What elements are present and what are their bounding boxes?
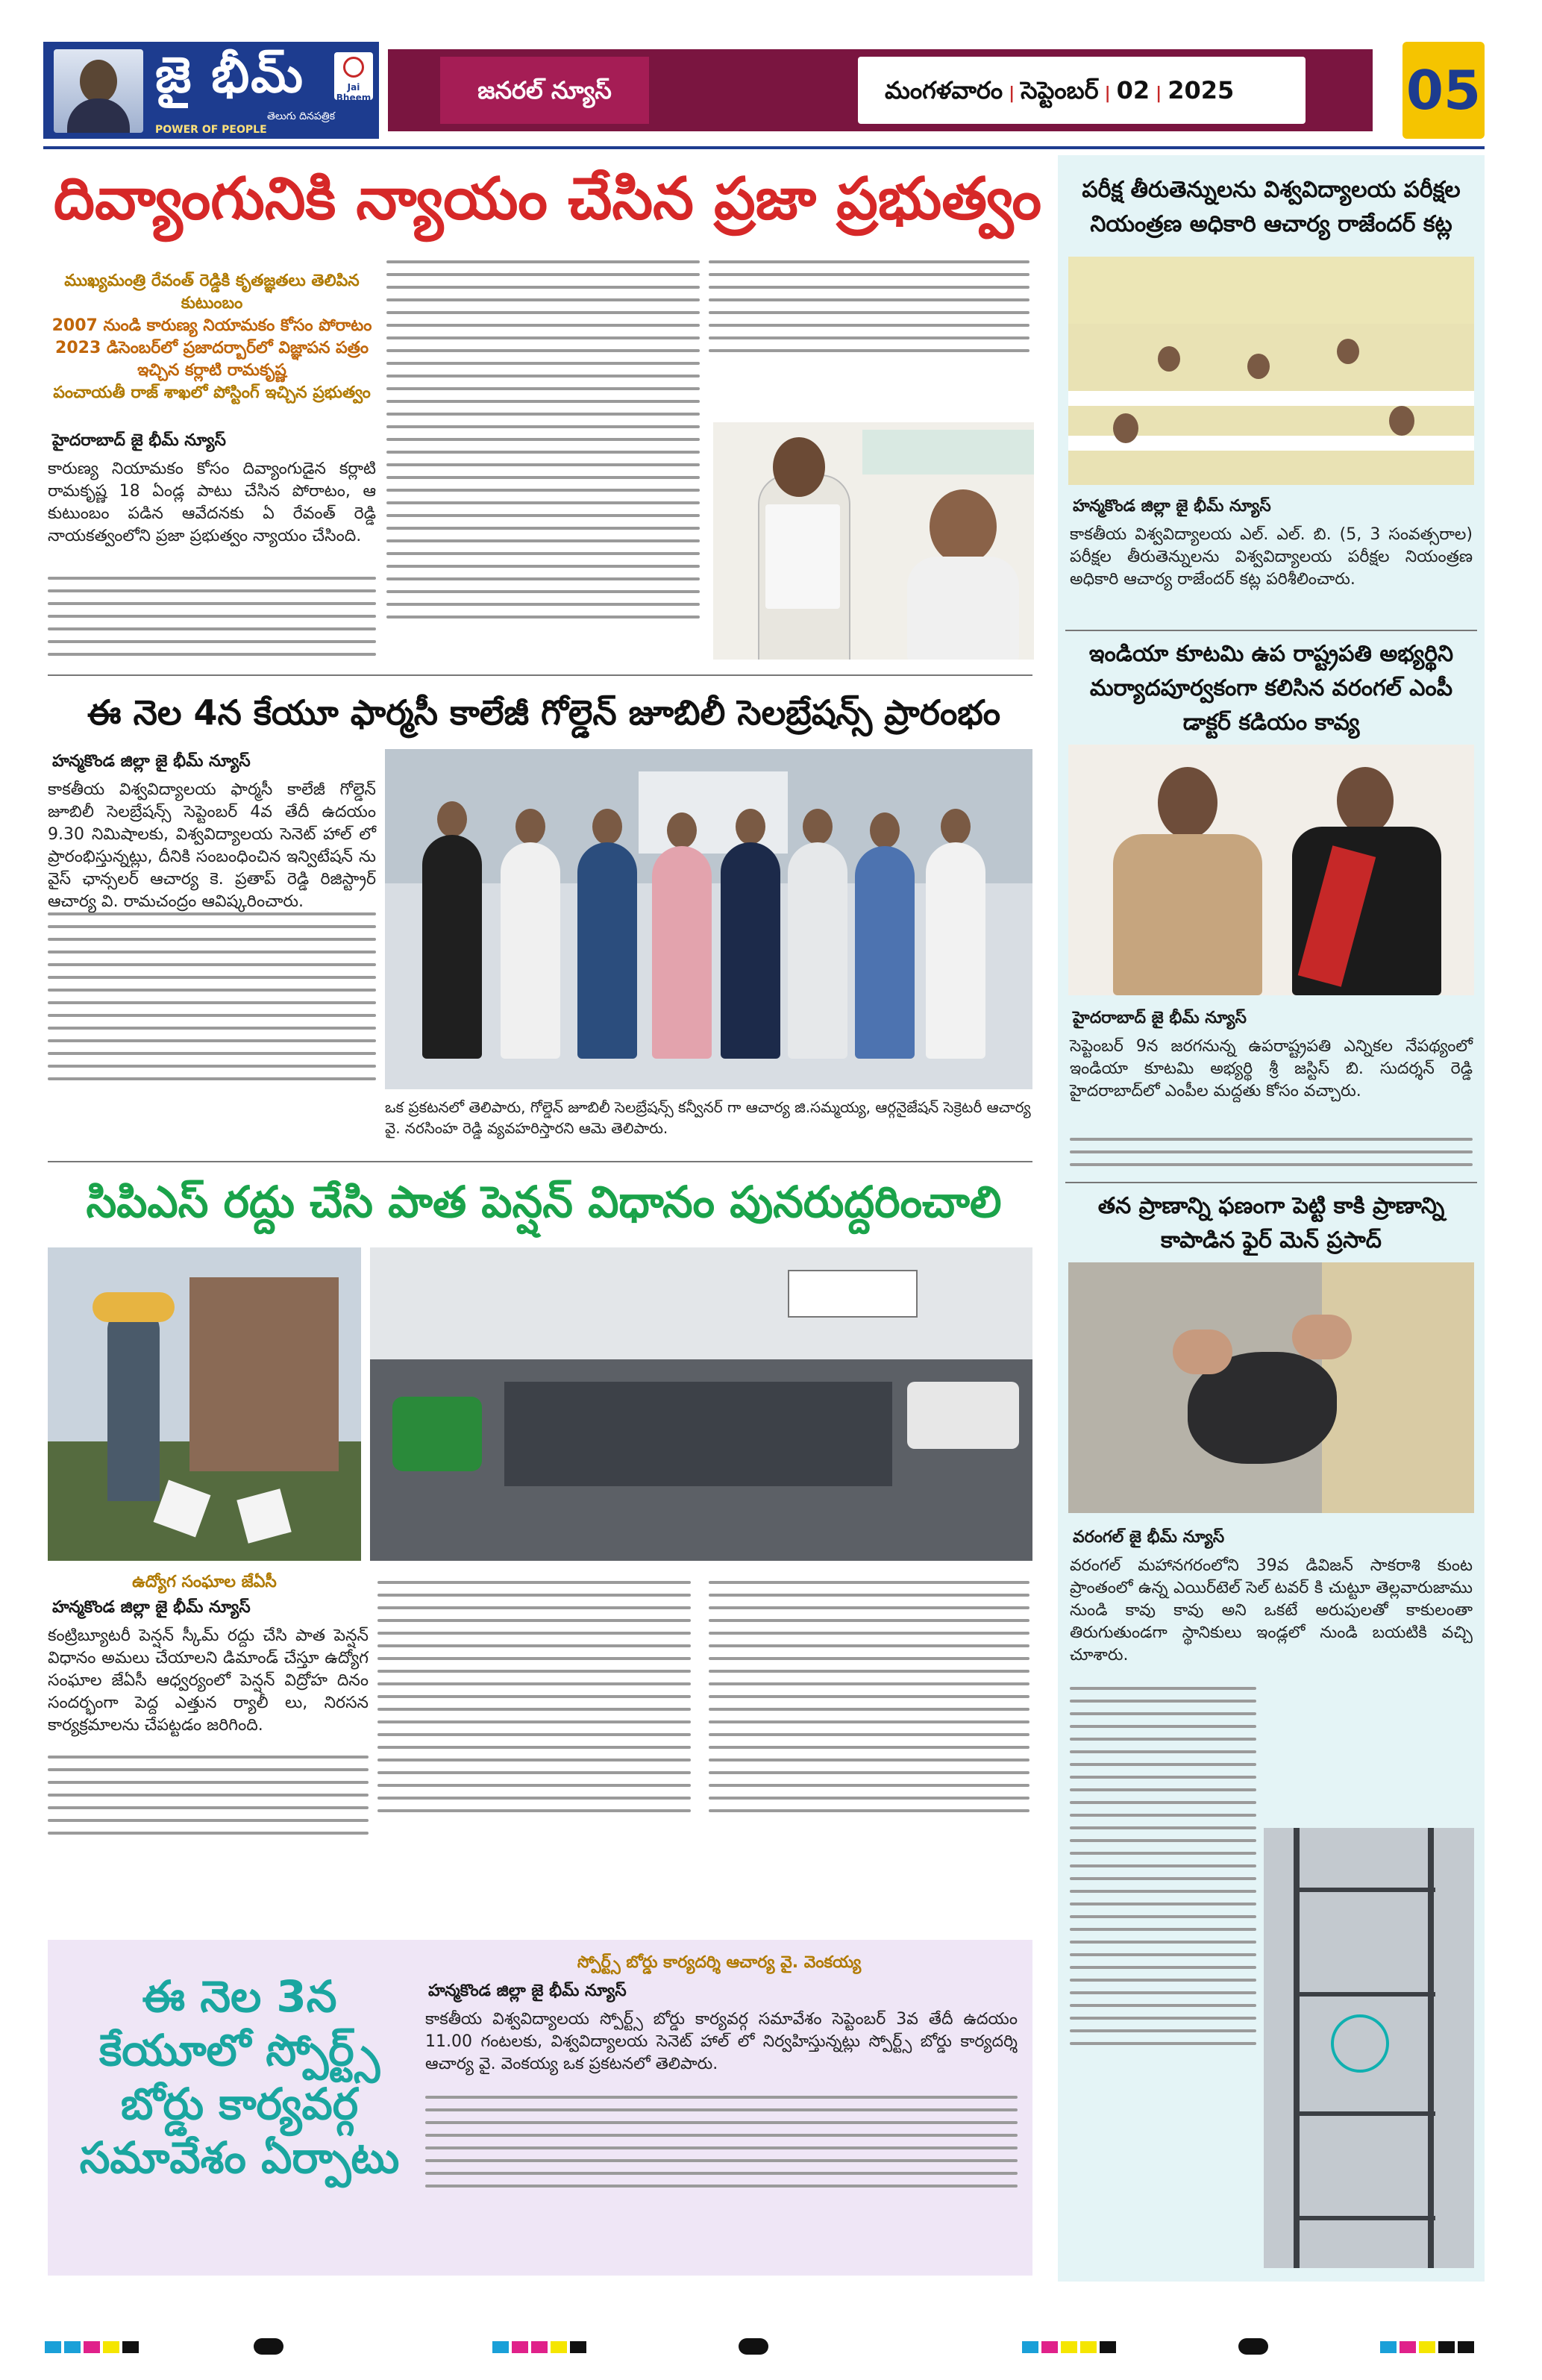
- cps-column-2: [377, 1571, 691, 1822]
- divider: [48, 1161, 1032, 1162]
- lead-body-continued: [48, 567, 376, 666]
- lead-column-3: [709, 251, 1029, 362]
- issue-day: మంగళవారం: [885, 76, 1003, 104]
- section-label: జనరల్ న్యూస్: [440, 57, 649, 124]
- crow-photo: [1068, 1262, 1474, 1513]
- cps-body-continued: [48, 1746, 369, 1844]
- sports-kicker: స్పోర్ట్స్ బోర్డు కార్యదర్శి ఆచార్య వై. వెంకయ్య: [577, 1953, 862, 1972]
- lead-photo: [713, 422, 1034, 660]
- exam-byline: హన్మకొండ జిల్లా జై భీమ్ న్యూస్: [1073, 497, 1271, 516]
- lead-kicker: [48, 270, 376, 404]
- lead-body: కారుణ్య నియామకం కోసం దివ్యాంగుడైన కర్లాటి రామకృష్ణ 18 ఏండ్ల పాటు చేసిన పోరాటం, ఆ కుటుంబం పడిన ఆవేదనకు ఏ రేవంత్ రెడ్డి నాయకత్వంలోని ప్రజా ప్రభుత్వం న్యాయం చేసింది.: [48, 460, 376, 545]
- lead-headline: దివ్యాంగునికి న్యాయం చేసిన ప్రజా ప్రభుత్వం: [53, 166, 1042, 233]
- divider: [48, 674, 1032, 676]
- registration-marks: [1380, 2341, 1477, 2353]
- kavya-body: సెప్టెంబర్ 9న జరగనున్న ఉపరాష్ట్రపతి ఎన్నికల నేపథ్యంలో ఇండియా కూటమి అభ్యర్థి శ్రీ జస్టిస్ బి. సుదర్శన్ రెడ్డి హైదరాబాద్‌లో ఎంపీల మద్దతు కోసం వచ్చారు.: [1070, 1037, 1473, 1100]
- lead-kicker-line: 2023 డిసెంబర్‌లో ప్రజాదర్బార్‌లో విజ్ఞాపన పత్రం ఇచ్చిన కర్లాటి రామకృష్ణ: [55, 339, 369, 380]
- lead-column-2: [386, 251, 700, 628]
- sports-byline: హన్మకొండ జిల్లా జై భీమ్ న్యూస్: [428, 1982, 627, 2000]
- sports-body-continued: [425, 2086, 1018, 2197]
- pharmacy-body-continued: [48, 903, 376, 1090]
- cps-photo-statue: [48, 1247, 361, 1561]
- divider: [1065, 1182, 1477, 1183]
- pharmacy-byline: హన్మకొండ జిల్లా జై భీమ్ న్యూస్: [52, 752, 251, 771]
- registration-marks: [45, 2341, 142, 2353]
- kavya-photo: [1068, 745, 1474, 995]
- issue-year: 2025: [1168, 76, 1235, 104]
- registration-pill: [739, 2338, 768, 2355]
- tower-photo: [1264, 1828, 1474, 2268]
- masthead-logo: [43, 42, 379, 139]
- pharmacy-caption: ఒక ప్రకటనలో తెలిపారు, గోల్డెన్ జూబిలీ సెలబ్రేషన్స్ కన్వీనర్ గా ఆచార్య జి.సమ్మయ్య, ఆర్గనైజేషన్ సెక్రెటరీ ఆచార్య వై. నరసింహ రెడ్డి వ్యవహరిస్తారని ఆమె తెలిపారు.: [385, 1098, 1031, 1137]
- cps-kicker: ఉద్యోగ సంఘాల జేఏసీ: [132, 1573, 277, 1591]
- sports-box: [48, 1940, 1032, 2276]
- issue-month: సెప్టెంబర్: [1021, 76, 1099, 104]
- exam-body: కాకతీయ విశ్వవిద్యాలయ ఎల్. ఎల్. బి. (5, 3 సంవత్సరాల) పరీక్షల తీరుతెన్నులను విశ్వవిద్యాలయ పరీక్షల నియంత్రణ అధికారి ఆచార్య రాజేందర్ కట్ల పరిశీలించారు.: [1070, 525, 1473, 589]
- pharmacy-headline: ఈ నెల 4న కేయూ ఫార్మసీ కాలేజీ గోల్డెన్ జూబిలీ సెలబ్రేషన్స్ ప్రారంభం: [87, 692, 1001, 733]
- logo-subtitle: తెలుగు దినపత్రిక: [267, 110, 336, 122]
- pharmacy-body: కాకతీయ విశ్వవిద్యాలయ ఫార్మసీ కాలేజీ గోల్డెన్ జూబిలీ సెలబ్రేషన్స్ సెప్టెంబర్ 4వ తేదీ ఉదయం 9.30 నిమిషాలకు, విశ్వవిద్యాలయ సెనెట్ హాల్ లో ప్రారంభిస్తున్నట్లు, దీనికి సంబంధించిన ఇన్విటేషన్ ను వైస్ ఛాన్సలర్ ఆచార్య కె. ప్రతాప్ రెడ్డి రిజిస్ట్రార్ ఆచార్య వి. రామచంద్రం ఆవిష్కరించారు.: [48, 780, 376, 911]
- kavya-headline: ఇండియా కూటమి ఉప రాష్ట్రపతి అభ్యర్థిని మర్యాదపూర్వకంగా కలిసిన వరంగల్ ఎంపీ డాక్టర్ కడియం కావ్య: [1088, 641, 1454, 736]
- registration-marks: [492, 2341, 589, 2353]
- cps-column-3: [709, 1571, 1029, 1822]
- issue-date-number: 02: [1116, 76, 1150, 104]
- pharmacy-photo: [385, 749, 1032, 1089]
- lead-kicker-line: 2007 నుండి కారుణ్య నియామకం కోసం పోరాటం: [51, 316, 372, 335]
- cps-body: కంట్రిబ్యూటరీ పెన్షన్ స్కీమ్ రద్దు చేసి పాత పెన్షన్ విధానం అమలు చేయాలని డిమాండ్ చేస్తూ ఉద్యోగ సంఘాల జేఏసీ ఆధ్వర్యంలో పెన్షన్ విద్రోహ దినం సందర్భంగా పెద్ద ఎత్తున ర్యాలీ లు, నిరసన కార్యక్రమాలను చేపట్టడం జరిగింది.: [48, 1626, 369, 1735]
- lead-byline: హైదరాబాద్ జై భీమ్ న్యూస్: [52, 431, 226, 450]
- cps-photo-rally: [370, 1247, 1032, 1561]
- page-number: 05: [1402, 42, 1485, 139]
- crow-body: వరంగల్ మహానగరంలోని 39వ డివిజన్ సాకరాశి కుంట ప్రాంతంలో ఉన్న ఎయిర్‌టెల్ సెల్ టవర్ కి చుట్టూ తెల్లవారుజాము నుండి కావు కావు అని ఒకటే అరుపులతో కాకులంతా తిరుగుతుండగా స్థానికులు ఇండ్లలో నుండి బయటికి వచ్చి చూశారు.: [1070, 1556, 1473, 1665]
- crow-headline: తన ప్రాణాన్ని ఫణంగా పెట్టి కాకి ప్రాణాన్ని కాపాడిన ఫైర్ మెన్ ప్రసాద్: [1097, 1193, 1445, 1253]
- crow-body-continued: [1070, 1677, 1256, 2055]
- masthead-divider: [43, 146, 1485, 149]
- exam-photo: [1068, 257, 1474, 485]
- exam-headline: పరీక్ష తీరుతెన్నులను విశ్వవిద్యాలయ పరీక్షల నియంత్రణ అధికారి ఆచార్య రాజేందర్ కట్ల: [1082, 177, 1461, 237]
- issue-date: మంగళవారం | సెప్టెంబర్ | 02 | 2025: [858, 57, 1306, 124]
- cps-byline: హన్మకొండ జిల్లా జై భీమ్ న్యూస్: [52, 1598, 251, 1617]
- kavya-byline: హైదరాబాద్ జై భీమ్ న్యూస్: [1073, 1009, 1247, 1027]
- sports-body: కాకతీయ విశ్వవిద్యాలయ స్పోర్ట్స్ బోర్డు కార్యవర్గ సమావేశం సెప్టెంబర్ 3వ తేదీ ఉదయం 11.00 గంటలకు, విశ్వవిద్యాలయ సెనెట్ హాల్ లో నిర్వహిస్తున్నట్లు స్పోర్ట్స్ బోర్డు కార్యదర్శి ఆచార్య వై. వెంకయ్య ఒక ప్రకటనలో తెలిపారు.: [425, 2010, 1018, 2073]
- registration-pill: [254, 2338, 283, 2355]
- divider: [1065, 630, 1477, 631]
- sports-title: ఈ నెల 3న కేయూలో స్పోర్ట్స్ బోర్డు కార్యవర్గ సమావేశం ఏర్పాటు: [79, 1971, 400, 2183]
- lead-kicker-line: పంచాయతీ రాజ్ శాఖలో పోస్టింగ్ ఇచ్చిన ప్రభుత్వం: [53, 383, 371, 402]
- lead-kicker-line: ముఖ్యమంత్రి రేవంత్ రెడ్డికి కృతజ్ఞతలు తెలిపిన కుటుంబం: [64, 272, 360, 313]
- logo-mini-emblem: Jai Bheem: [334, 52, 373, 100]
- registration-pill: [1238, 2338, 1268, 2355]
- logo-portrait-image: [54, 49, 143, 133]
- cps-headline: సిపిఎస్ రద్దు చేసి పాత పెన్షన్ విధానం పునరుద్దరించాలి: [86, 1177, 1002, 1227]
- right-column: [1058, 155, 1485, 2282]
- crow-byline: వరంగల్ జై భీమ్ న్యూస్: [1073, 1528, 1225, 1547]
- registration-marks: [1022, 2341, 1119, 2353]
- logo-title: జై భీమ్: [155, 46, 304, 104]
- logo-tagline: POWER OF PEOPLE: [155, 124, 267, 136]
- kavya-body-continued: [1070, 1128, 1473, 1176]
